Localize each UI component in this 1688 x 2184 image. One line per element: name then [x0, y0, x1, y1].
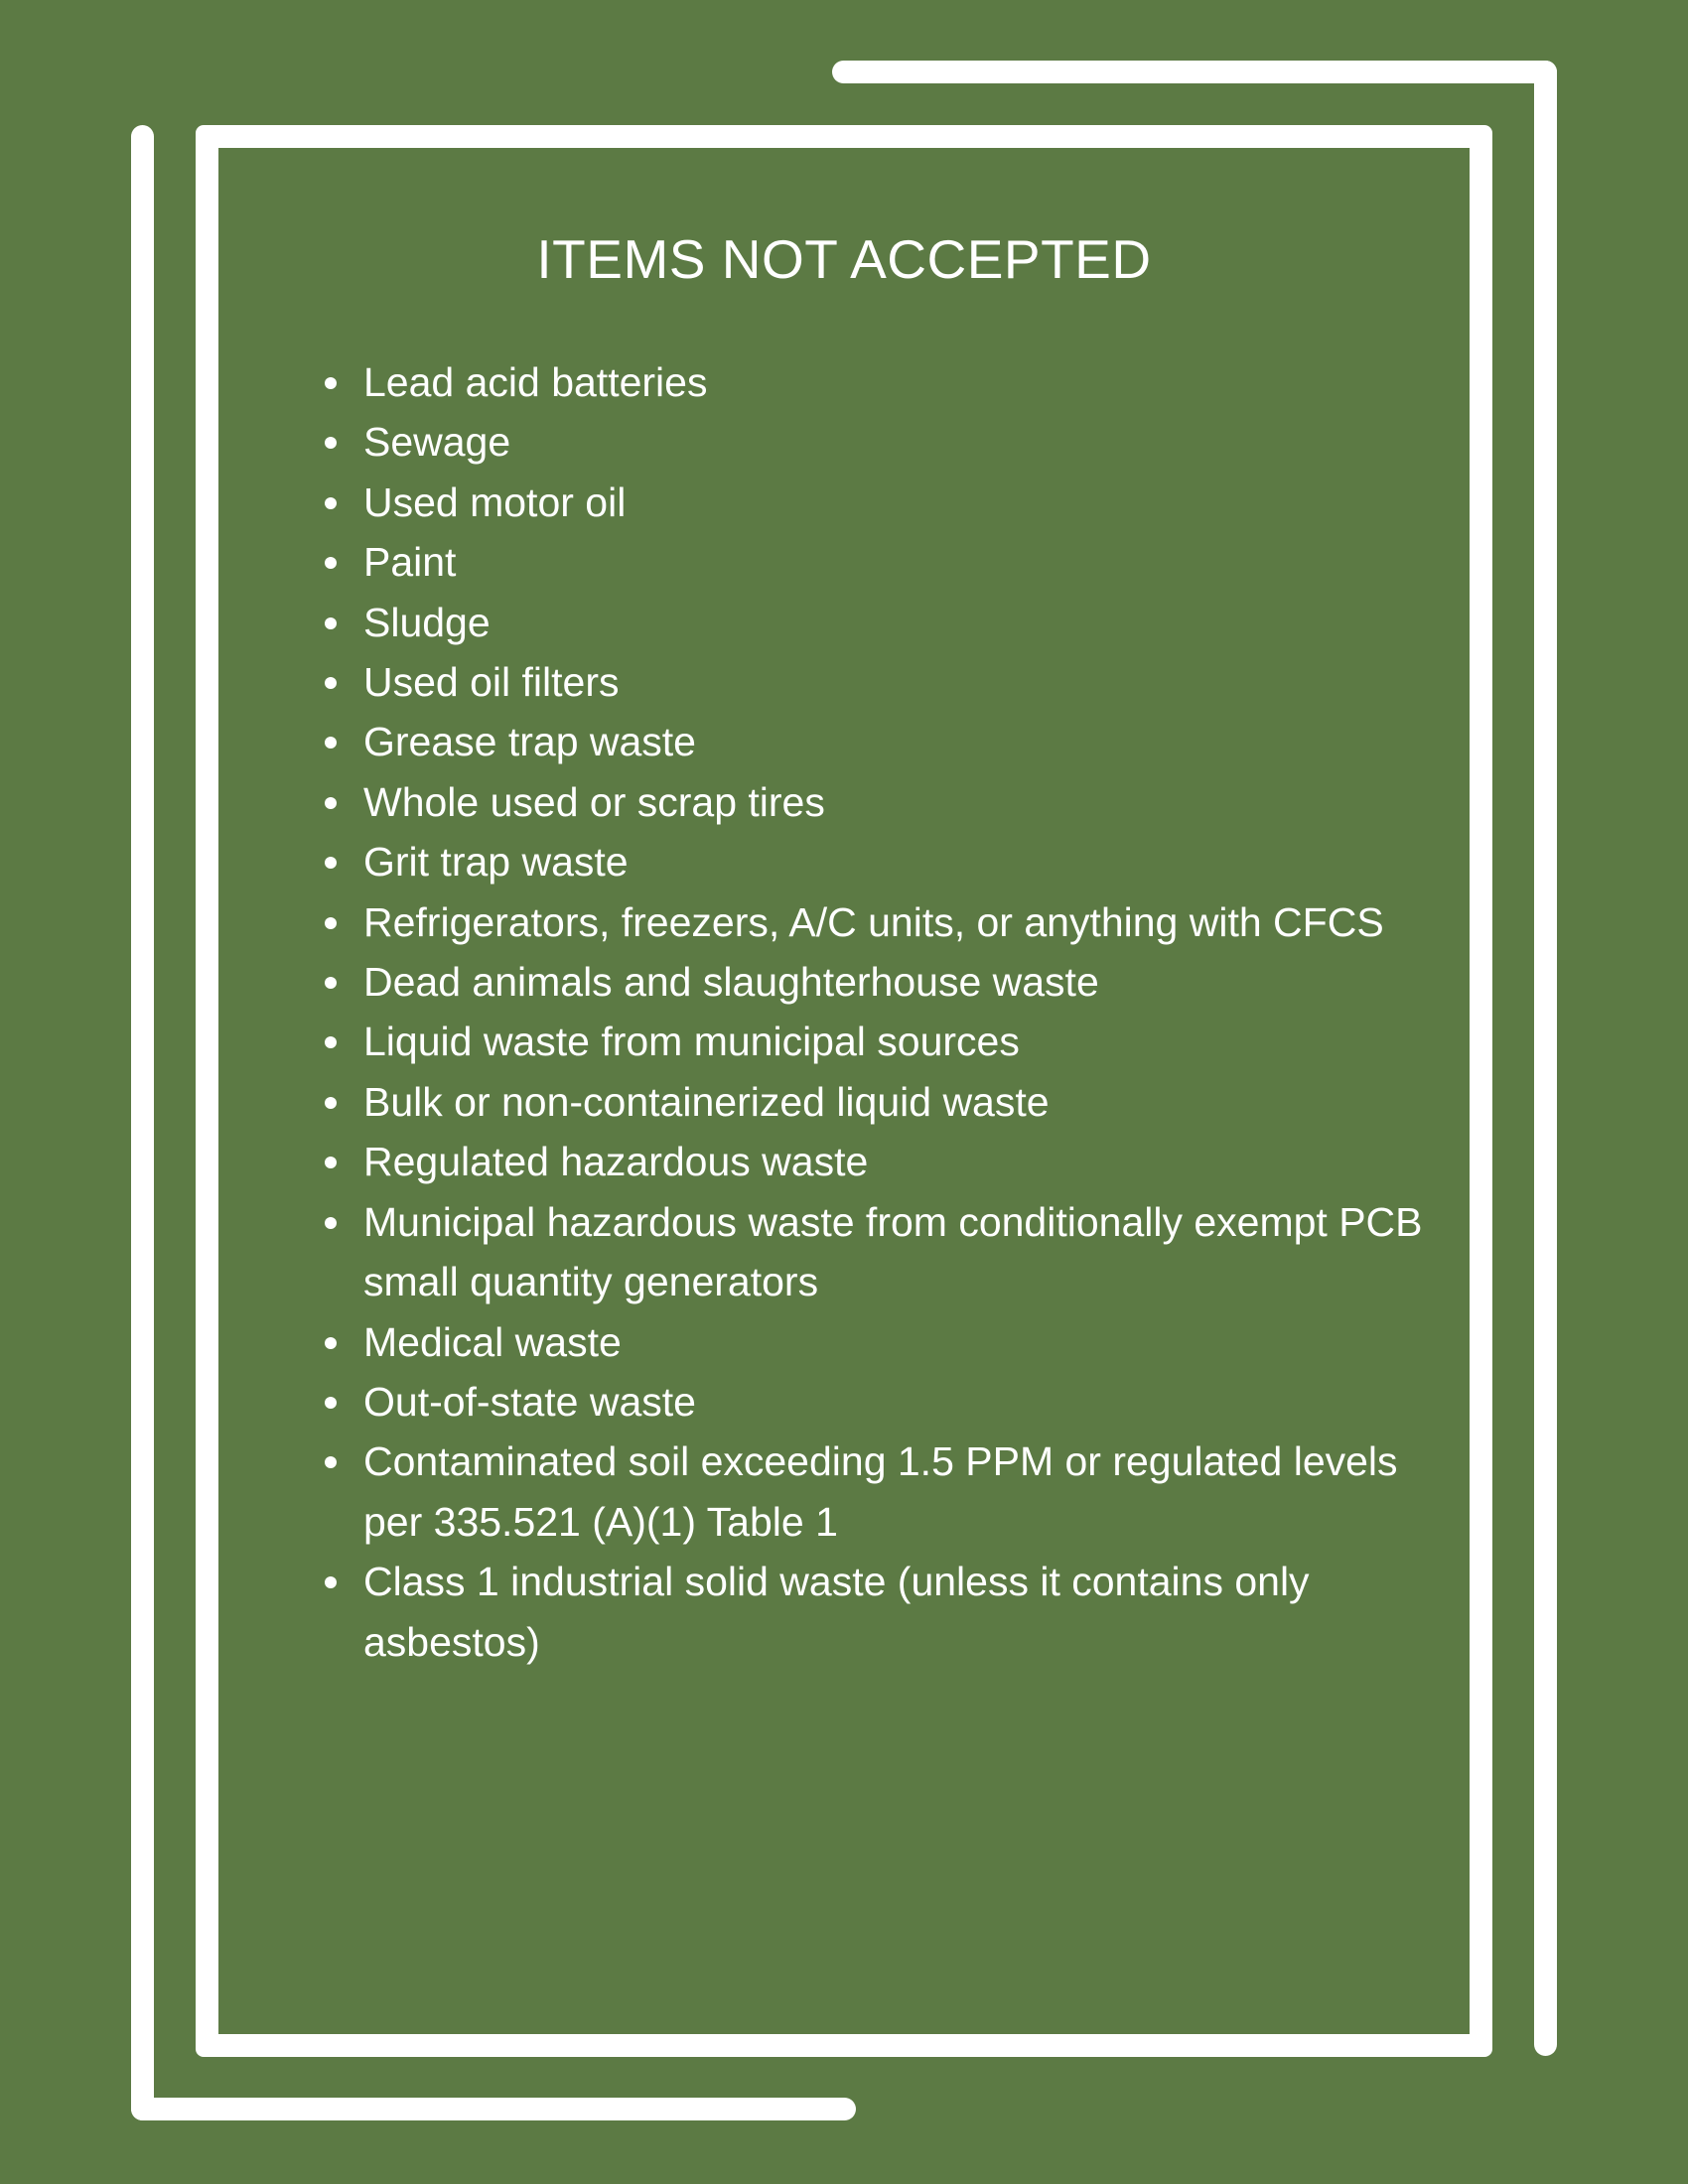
- decorative-line-left: [131, 125, 154, 2120]
- page-title: ITEMS NOT ACCEPTED: [536, 228, 1152, 290]
- list-item: Regulated hazardous waste: [363, 1132, 1466, 1191]
- list-item: Sludge: [363, 593, 1466, 652]
- list-item: Sewage: [363, 412, 1466, 472]
- list-item: Contaminated soil exceeding 1.5 PPM or regulated levels per 335.521 (A)(1) Table 1: [363, 1432, 1466, 1552]
- list-item: Paint: [363, 532, 1466, 592]
- list-item: Whole used or scrap tires: [363, 772, 1466, 832]
- list-item: Grit trap waste: [363, 832, 1466, 891]
- decorative-line-top: [832, 61, 1557, 83]
- list-item: Lead acid batteries: [363, 352, 1466, 412]
- list-item: Municipal hazardous waste from conditionally exempt PCB small quantity generators: [363, 1192, 1466, 1312]
- list-item: Bulk or non-containerized liquid waste: [363, 1072, 1466, 1132]
- list-item: Used motor oil: [363, 473, 1466, 532]
- items-list: [312, 352, 1466, 1672]
- decorative-line-bottom: [131, 2098, 856, 2120]
- list-item: Out-of-state waste: [363, 1372, 1466, 1432]
- decorative-line-right: [1534, 61, 1557, 2056]
- list-item: Medical waste: [363, 1312, 1466, 1372]
- list-item: Used oil filters: [363, 652, 1466, 712]
- list-item: Grease trap waste: [363, 712, 1466, 771]
- list-item: Liquid waste from municipal sources: [363, 1012, 1466, 1071]
- list-item: Dead animals and slaughterhouse waste: [363, 952, 1466, 1012]
- list-item: Refrigerators, freezers, A/C units, or anything with CFCS: [363, 892, 1466, 952]
- list-item: Class 1 industrial solid waste (unless it contains only asbestos): [363, 1552, 1466, 1672]
